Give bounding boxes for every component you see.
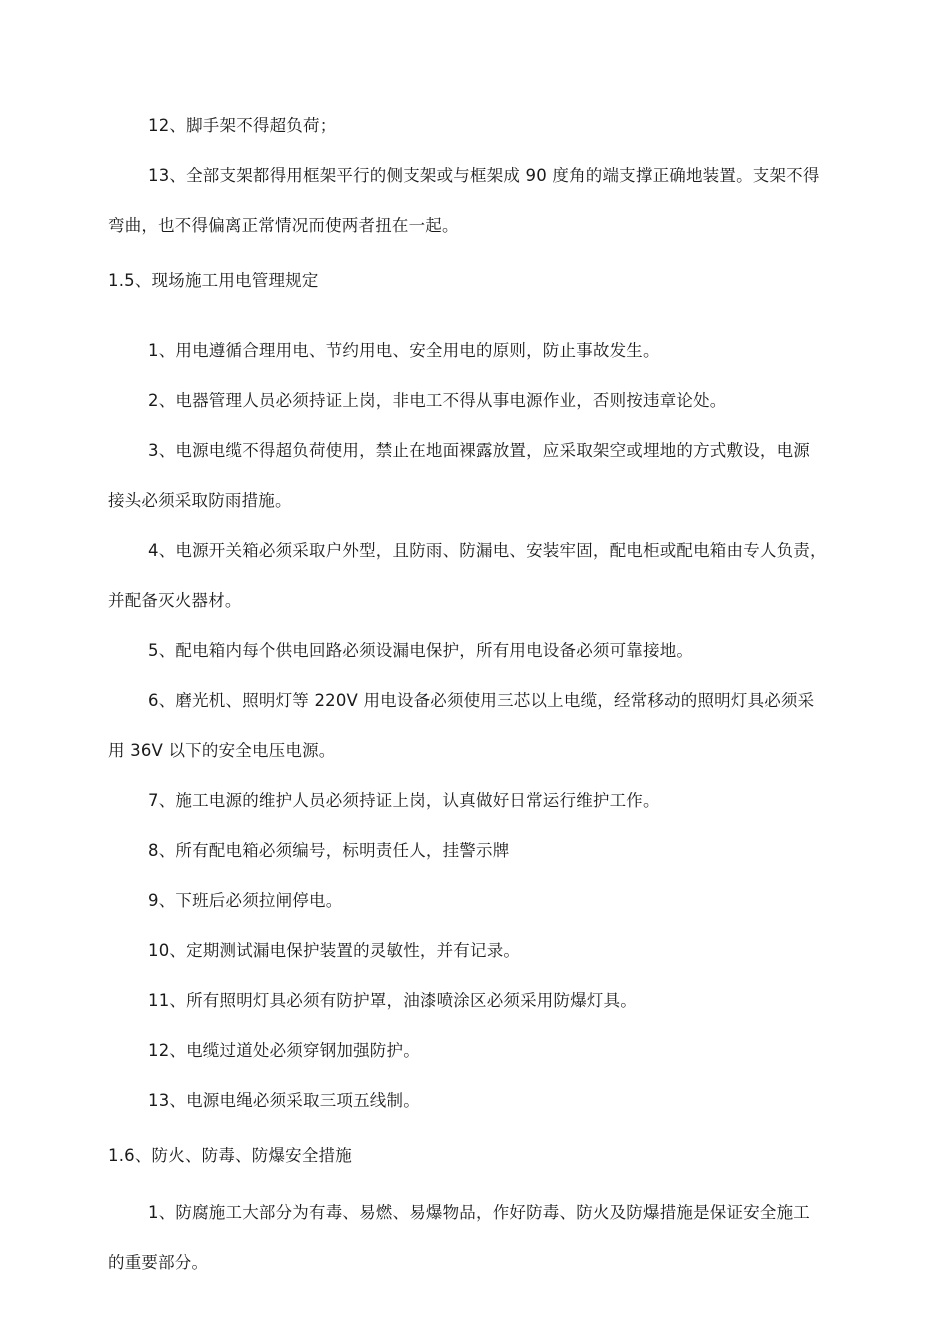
paragraph-line: 11、所有照明灯具必须有防护罩，油漆喷涂区必须采用防爆灯具。 (148, 991, 637, 1010)
paragraph-line: 6、磨光机、照明灯等 220V 用电设备必须使用三芯以上电缆，经常移动的照明灯具必须采 (148, 691, 815, 710)
paragraph-line: 2、电器管理人员必须持证上岗，非电工不得从事电源作业，否则按违章论处。 (148, 391, 727, 410)
paragraph-line: 7、施工电源的维护人员必须持证上岗，认真做好日常运行维护工作。 (148, 791, 660, 810)
paragraph-line: 的重要部分。 (108, 1253, 209, 1272)
paragraph-line: 1、防腐施工大部分为有毒、易燃、易爆物品，作好防毒、防火及防爆措施是保证安全施工 (148, 1203, 810, 1222)
paragraph-line: 8、所有配电箱必须编号，标明责任人，挂警示牌 (148, 841, 510, 860)
paragraph-line: 弯曲，也不得偏离正常情况而使两者扭在一起。 (108, 216, 459, 235)
paragraph-line: 用 36V 以下的安全电压电源。 (108, 741, 336, 760)
paragraph-line: 13、电源电绳必须采取三项五线制。 (148, 1091, 420, 1110)
paragraph-line: 9、下班后必须拉闸停电。 (148, 891, 343, 910)
paragraph-line: 13、全部支架都得用框架平行的侧支架或与框架成 90 度角的端支撑正确地装置。支架不得 (148, 166, 820, 185)
paragraph-line: 并配备灭火器材。 (108, 591, 242, 610)
paragraph-line: 3、电源电缆不得超负荷使用，禁止在地面裸露放置，应采取架空或埋地的方式敷设，电源 (148, 441, 810, 460)
paragraph-line: 4、电源开关箱必须采取户外型，且防雨、防漏电、安装牢固，配电柜或配电箱由专人负责， (148, 541, 827, 560)
section-heading: 1.5、现场施工用电管理规定 (108, 271, 319, 290)
paragraph-line: 5、配电箱内每个供电回路必须设漏电保护，所有用电设备必须可靠接地。 (148, 641, 694, 660)
paragraph-line: 1、用电遵循合理用电、节约用电、安全用电的原则，防止事故发生。 (148, 341, 660, 360)
paragraph-line: 接头必须采取防雨措施。 (108, 491, 292, 510)
paragraph-line: 10、定期测试漏电保护装置的灵敏性，并有记录。 (148, 941, 521, 960)
paragraph-line: 12、脚手架不得超负荷； (148, 116, 337, 135)
paragraph-line: 12、电缆过道处必须穿钢加强防护。 (148, 1041, 420, 1060)
section-heading: 1.6、防火、防毒、防爆安全措施 (108, 1146, 352, 1165)
